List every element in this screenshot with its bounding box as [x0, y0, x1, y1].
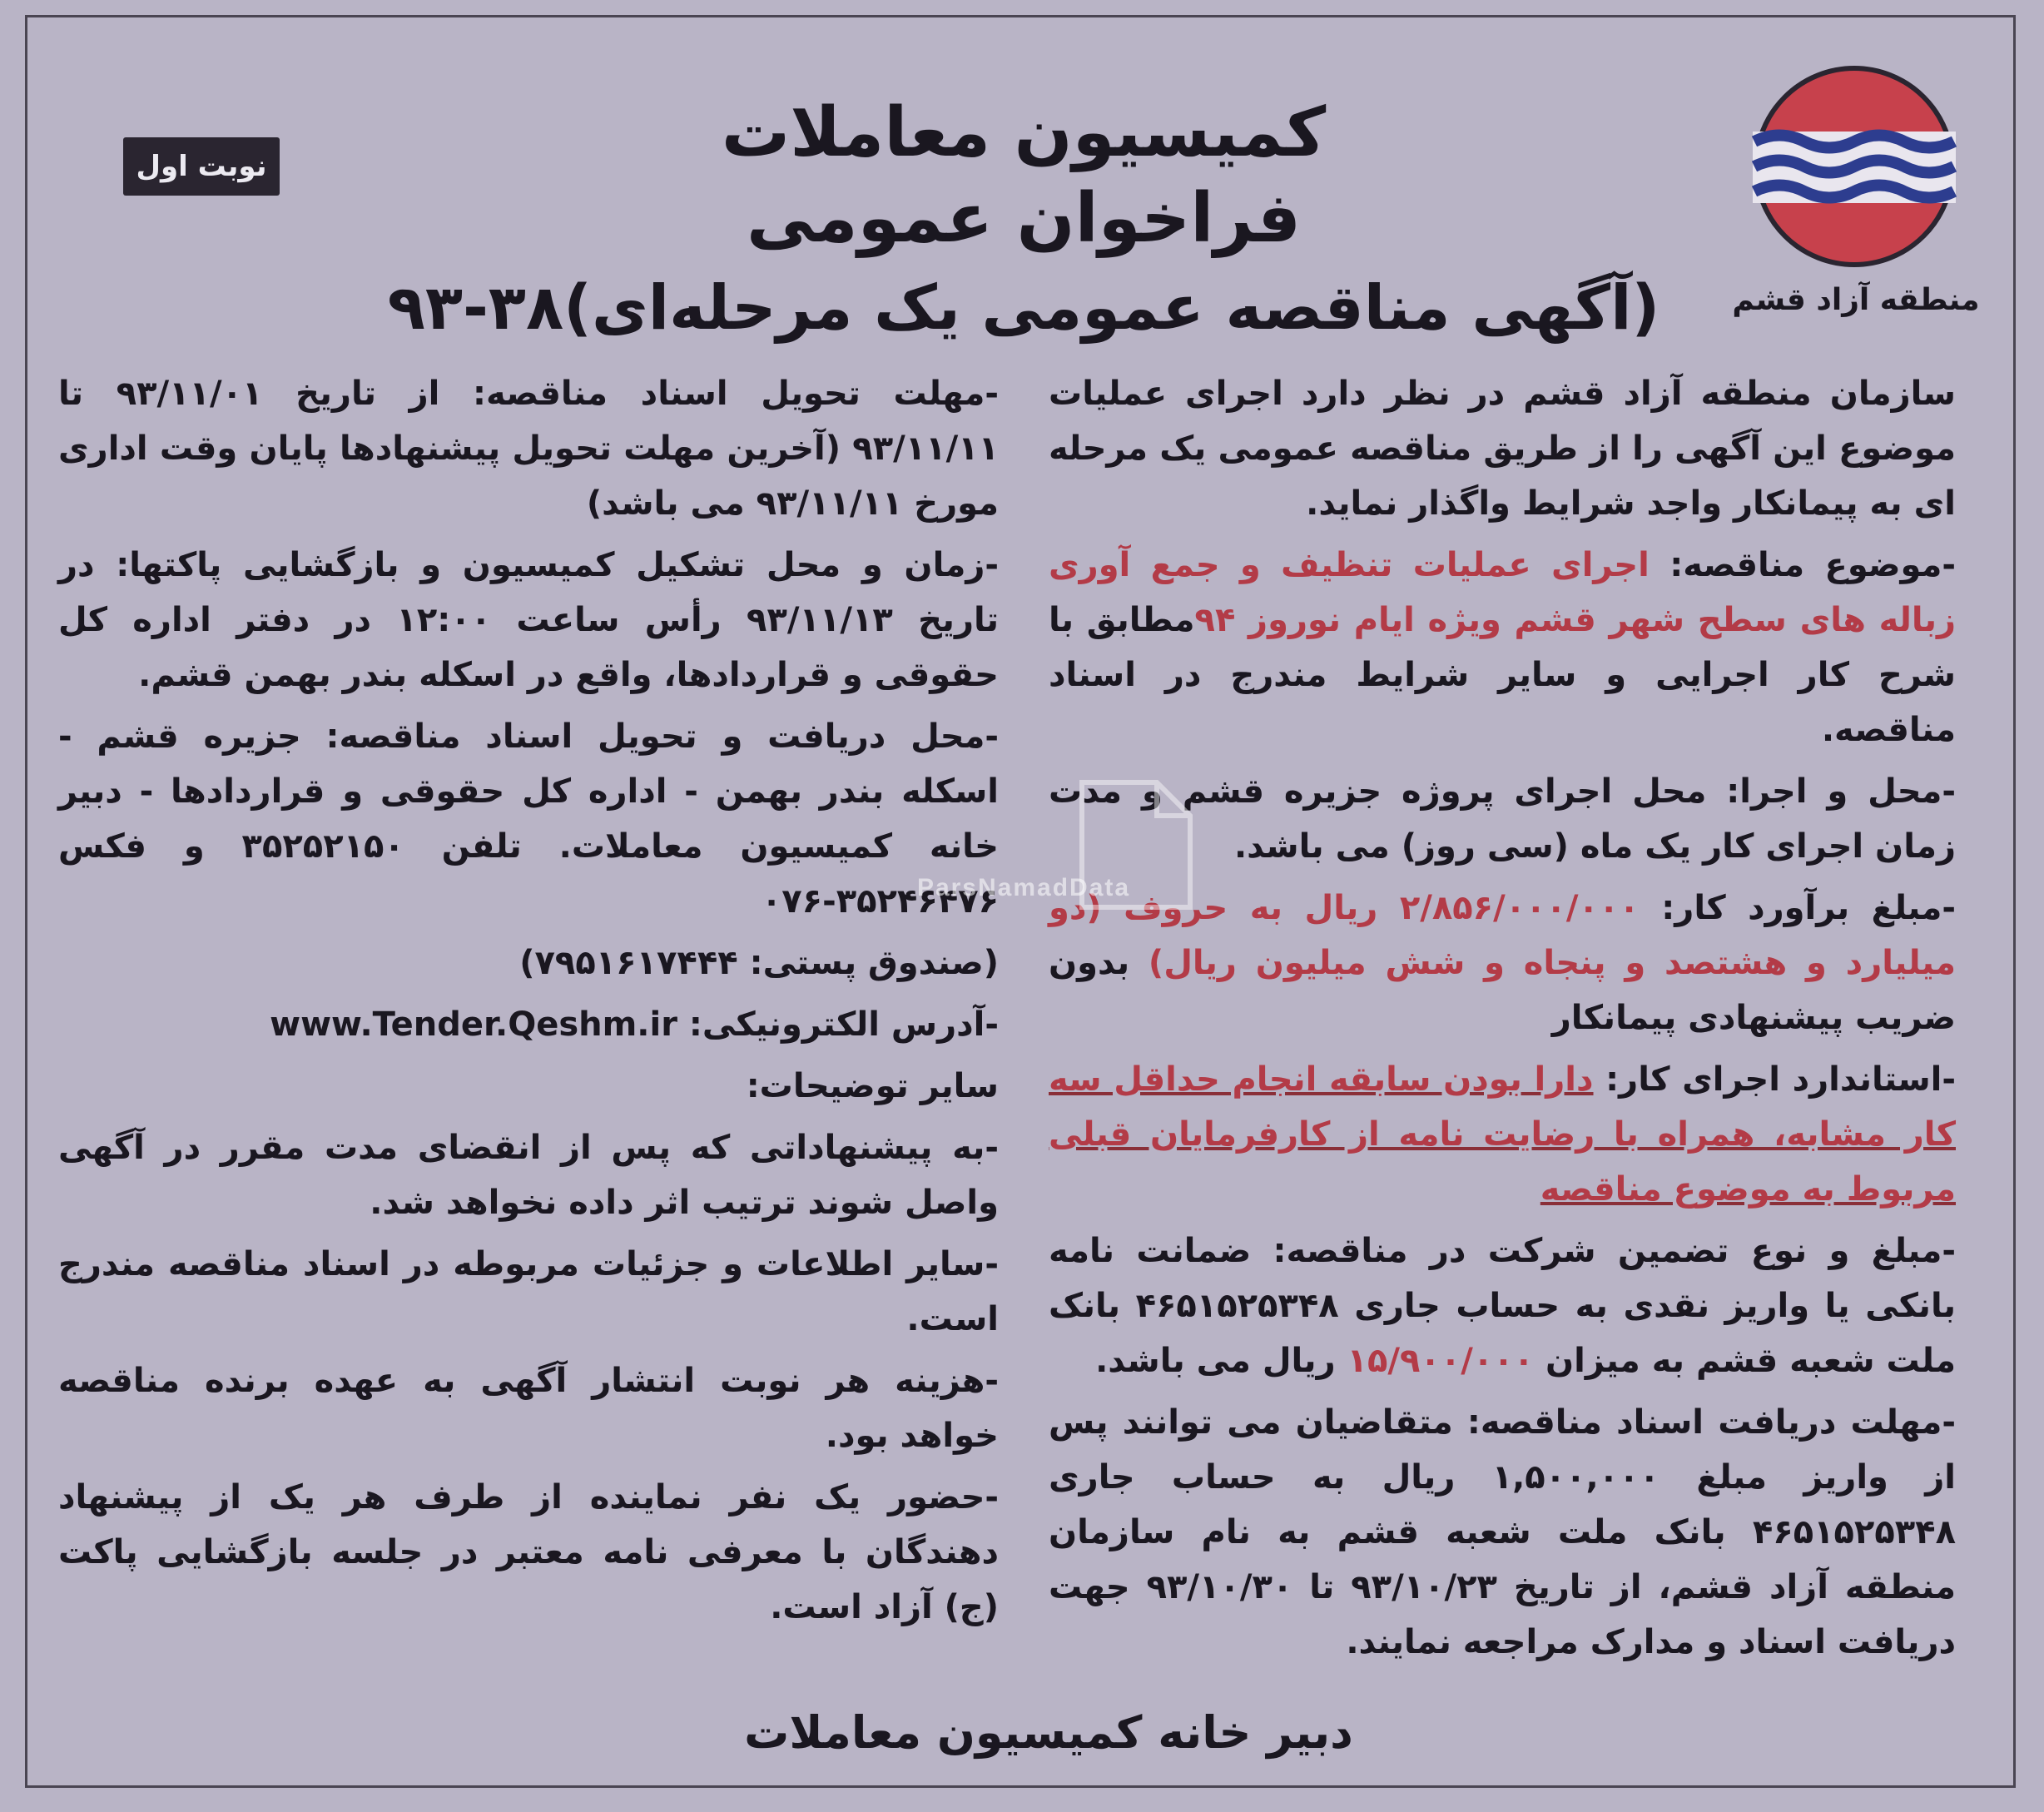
tender-subject: -موضوع مناقصه: اجرای عملیات تنظیف و جمع آوری زباله های سطح شهر قشم ویژه ایام نوروز ۹۴مطابق با شرح کار اجرایی و سایر شرایط مندرج در اسناد مناقصه. [1049, 546, 1957, 749]
tender-subject-label: -موضوع مناقصه: [1649, 546, 1957, 584]
guarantee-amount: ۱۵/۹۰۰/۰۰۰ [1347, 1342, 1535, 1380]
intro-paragraph: سازمان منطقه آزاد قشم در نظر دارد اجرای عملیات موضوع این آگهی را از طریق مناقصه عمومی یک مرحله ای به پیمانکار واجد شرایط واگذار نماید. [1049, 375, 1956, 523]
website: -آدرس الکترونیکی: www.Tender.Qeshm.ir [270, 1005, 999, 1044]
right-column [1049, 366, 1956, 1676]
header-line-3: (آگهی مناقصه عمومی یک مرحله‌ای)۳۸-۹۳ [387, 272, 1660, 344]
ad-header [350, 92, 1698, 354]
watermark-text: ParsNamadData [916, 874, 1131, 901]
document-deadline: -مهلت دریافت اسناد مناقصه: متقاضیان می توانند پس از واریز مبلغ ۱,۵۰۰,۰۰۰ ریال به حساب جاری ۴۶۵۱۵۲۵۳۴۸ بانک ملت شعبه قشم به نام سازمان منطقه آزاد قشم، از تاریخ ۹۳/۱۰/۲۳ تا ۹۳/۱۰/۳۰ جهت دریافت اسناد و مدارک مراجعه نمایند. [1049, 1403, 1956, 1661]
note-item: -سایر اطلاعات و جزئیات مربوطه در اسناد مناقصه مندرج است. [58, 1245, 999, 1338]
opening-session: -زمان و محل تشکیل کمیسیون و بازگشایی پاکتها: در تاریخ ۹۳/۱۱/۱۳ رأس ساعت ۱۲:۰۰ در دفتر اداره کل حقوقی و قراردادها، واقع در اسکله بندر بهمن قشم. [58, 546, 1000, 694]
guarantee: -مبلغ و نوع تضمین شرکت در مناقصه: ضمانت نامه بانکی یا واریز نقدی به حساب جاری ۴۶۵۱۵۲۵۳۴۸ بانک ملت شعبه قشم به میزان ۱۵/۹۰۰/۰۰۰ ریال می باشد. [1049, 1232, 1956, 1380]
note-item: -حضور یک نفر نماینده از طرف هر یک از پیشنهاد دهندگان با معرفی نامه معتبر در جلسه بازگشایی پاکت (ج) آزاد است. [58, 1478, 999, 1626]
work-standard-value: دارا بودن سابقه انجام حداقل سه کار مشابه، همراه با رضایت نامه از کارفرمایان قبلی مربوط به موضوع مناقصه [1049, 1060, 1956, 1209]
delivery-location: -محل دریافت و تحویل اسناد مناقصه: جزیره قشم - اسکله بندر بهمن - اداره کل حقوقی و قراردادها - دبیر خانه کمیسیون معاملات. تلفن ۳۵۲۵۲۱۵۰ و فکس ۳۵۲۴۶۴۷۶-۰۷۶ [58, 717, 999, 921]
issue-badge: نوبت اول [123, 137, 280, 196]
header-line-2: فراخوان عمومی [746, 179, 1302, 258]
logo-caption: منطقه آزاد قشم [1732, 283, 1980, 317]
estimated-amount: -مبلغ برآورد کار: ۲/۸۵۶/۰۰۰/۰۰۰ ریال به حروف (دو میلیارد و هشتصد و پنجاه و شش میلیون ریال) بدون ضریب پیشنهادی پیمانکار [1049, 889, 1956, 1037]
other-notes-title: سایر توضیحات: [746, 1067, 999, 1105]
ad-footer-signature: دبیر خانه کمیسیون معاملات [744, 1706, 1353, 1759]
place-and-duration: -محل و اجرا: محل اجرای پروژه جزیره قشم و مدت زمان اجرای کار یک ماه (سی روز) می باشد. [1049, 772, 1956, 866]
estimated-amount-value: ۲/۸۵۶/۰۰۰/۰۰۰ ریال به حروف (دو میلیارد و هشتصد و پنجاه و شش میلیون ریال) [1049, 889, 1956, 982]
left-column [58, 366, 999, 1641]
work-standard: -استاندارد اجرای کار: دارا بودن سابقه انجام حداقل سه کار مشابه، همراه با رضایت نامه از کارفرمایان قبلی مربوط به موضوع مناقصه [1049, 1060, 1956, 1209]
note-item: -به پیشنهاداتی که پس از انقضای مدت مقرر در آگهی واصل شوند ترتیب اثر داده نخواهد شد. [58, 1129, 999, 1222]
po-box: (صندوق پستی: ۷۹۵۱۶۱۷۴۴۴) [519, 944, 999, 982]
note-item: -هزینه هر نوبت انتشار آگهی به عهده برنده مناقصه خواهد بود. [58, 1362, 999, 1455]
submission-deadline: -مهلت تحویل اسناد مناقصه: از تاریخ ۹۳/۱۱/۰۱ تا ۹۳/۱۱/۱۱ (آخرین مهلت تحویل پیشنهادها پایان وقت اداری مورخ ۹۳/۱۱/۱۱ می باشد) [58, 375, 999, 523]
header-line-1: کمیسیون معاملات [721, 93, 1327, 172]
tender-subject-value: اجرای عملیات تنظیف و جمع آوری زباله های سطح شهر قشم ویژه ایام نوروز ۹۴ [1049, 546, 1957, 639]
